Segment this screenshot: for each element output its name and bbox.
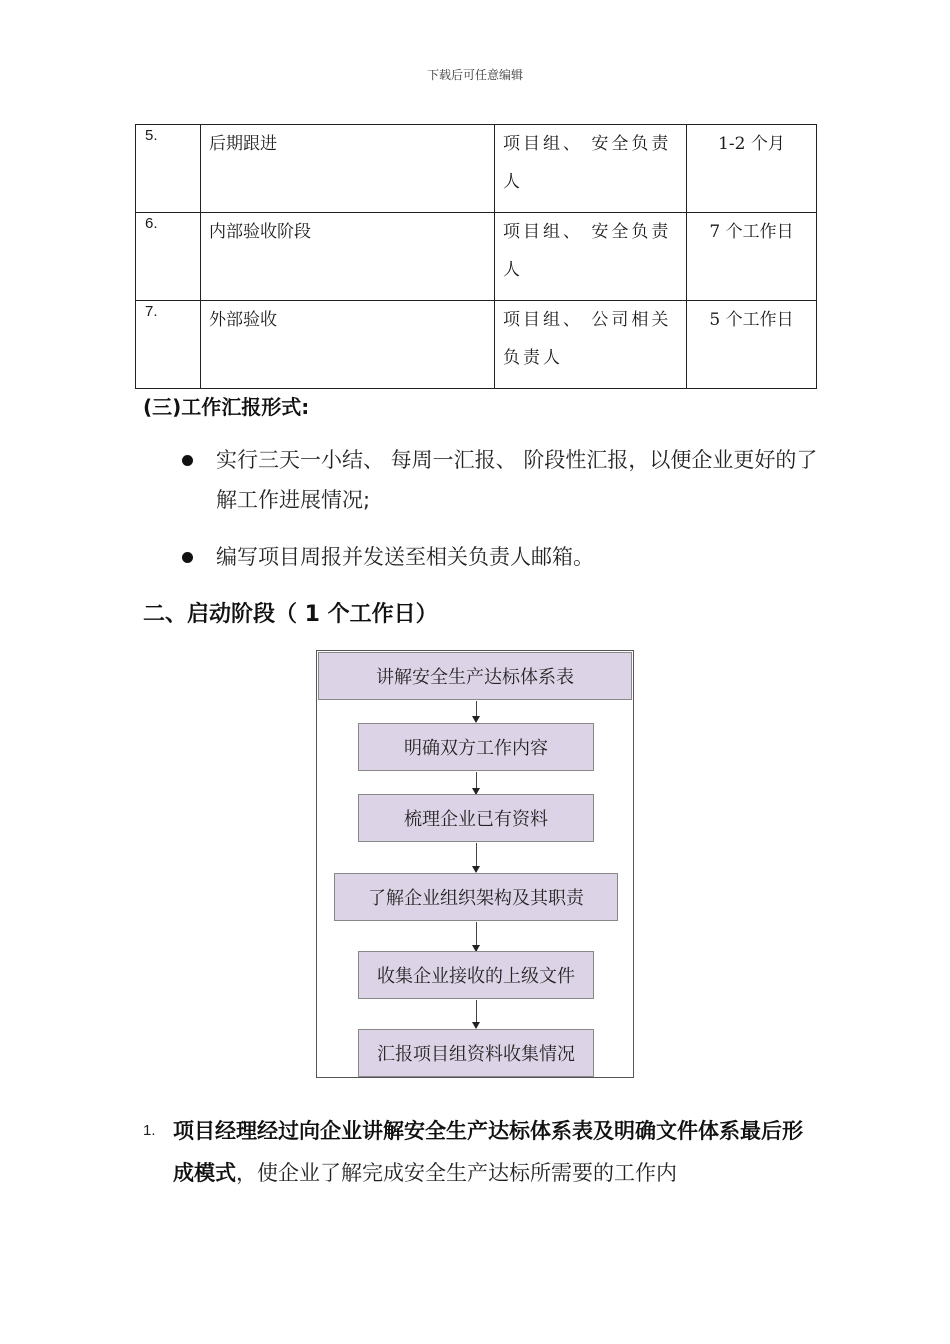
flow-step: 汇报项目组资料收集情况 xyxy=(358,1029,594,1077)
owner-cell: 项目组、 安全负责人 xyxy=(495,125,687,213)
numbered-paragraph xyxy=(143,1110,813,1194)
list-item xyxy=(180,440,820,520)
row-number: 6. xyxy=(136,213,201,301)
table-row xyxy=(136,125,817,213)
arrow-down-icon xyxy=(476,922,477,951)
section-heading-report-format: (三)工作汇报形式: xyxy=(143,395,310,419)
flow-step: 了解企业组织架构及其职责 xyxy=(334,873,618,921)
flow-step: 收集企业接收的上级文件 xyxy=(358,951,594,999)
bullet-icon xyxy=(182,552,193,563)
arrow-down-icon xyxy=(476,701,477,722)
bold-text: 项目经理经过向企业讲解安全生产达标体系表及明确文件体系最后形成模式 xyxy=(173,1119,803,1185)
stage-cell: 内部验收阶段 xyxy=(201,213,495,301)
list-item xyxy=(180,537,820,577)
duration-cell: 1-2 个月 xyxy=(687,125,817,213)
arrow-down-icon xyxy=(476,772,477,794)
duration-cell: 7 个工作日 xyxy=(687,213,817,301)
flow-step: 讲解安全生产达标体系表 xyxy=(318,652,632,700)
row-number: 7. xyxy=(136,301,201,389)
owner-cell: 项目组、 公司相关负责人 xyxy=(495,301,687,389)
table-row xyxy=(136,213,817,301)
item-number: 1. xyxy=(143,1122,156,1139)
flowchart xyxy=(316,650,634,1078)
section-heading-startup-phase: 二、启动阶段（ 1 个工作日） xyxy=(143,602,438,627)
bullet-icon xyxy=(182,455,193,466)
arrow-down-icon xyxy=(476,1000,477,1028)
paragraph-body xyxy=(143,1110,813,1194)
flow-step: 明确双方工作内容 xyxy=(358,723,594,771)
bullet-list xyxy=(180,440,820,594)
list-item-text: 实行三天一小结、 每周一汇报、 阶段性汇报，以便企业更好的了解工作进展情况; xyxy=(216,448,818,512)
stage-cell: 后期跟进 xyxy=(201,125,495,213)
row-number: 5. xyxy=(136,125,201,213)
table-row xyxy=(136,301,817,389)
arrow-down-icon xyxy=(476,843,477,872)
schedule-table xyxy=(135,124,817,389)
owner-cell: 项目组、 安全负责人 xyxy=(495,213,687,301)
flow-step: 梳理企业已有资料 xyxy=(358,794,594,842)
duration-cell: 5 个工作日 xyxy=(687,301,817,389)
list-item-text: 编写项目周报并发送至相关负责人邮箱。 xyxy=(216,545,594,569)
stage-cell: 外部验收 xyxy=(201,301,495,389)
paragraph-text: ，使企业了解完成安全生产达标所需要的工作内 xyxy=(236,1161,677,1185)
header-note: 下载后可任意编辑 xyxy=(426,68,523,82)
